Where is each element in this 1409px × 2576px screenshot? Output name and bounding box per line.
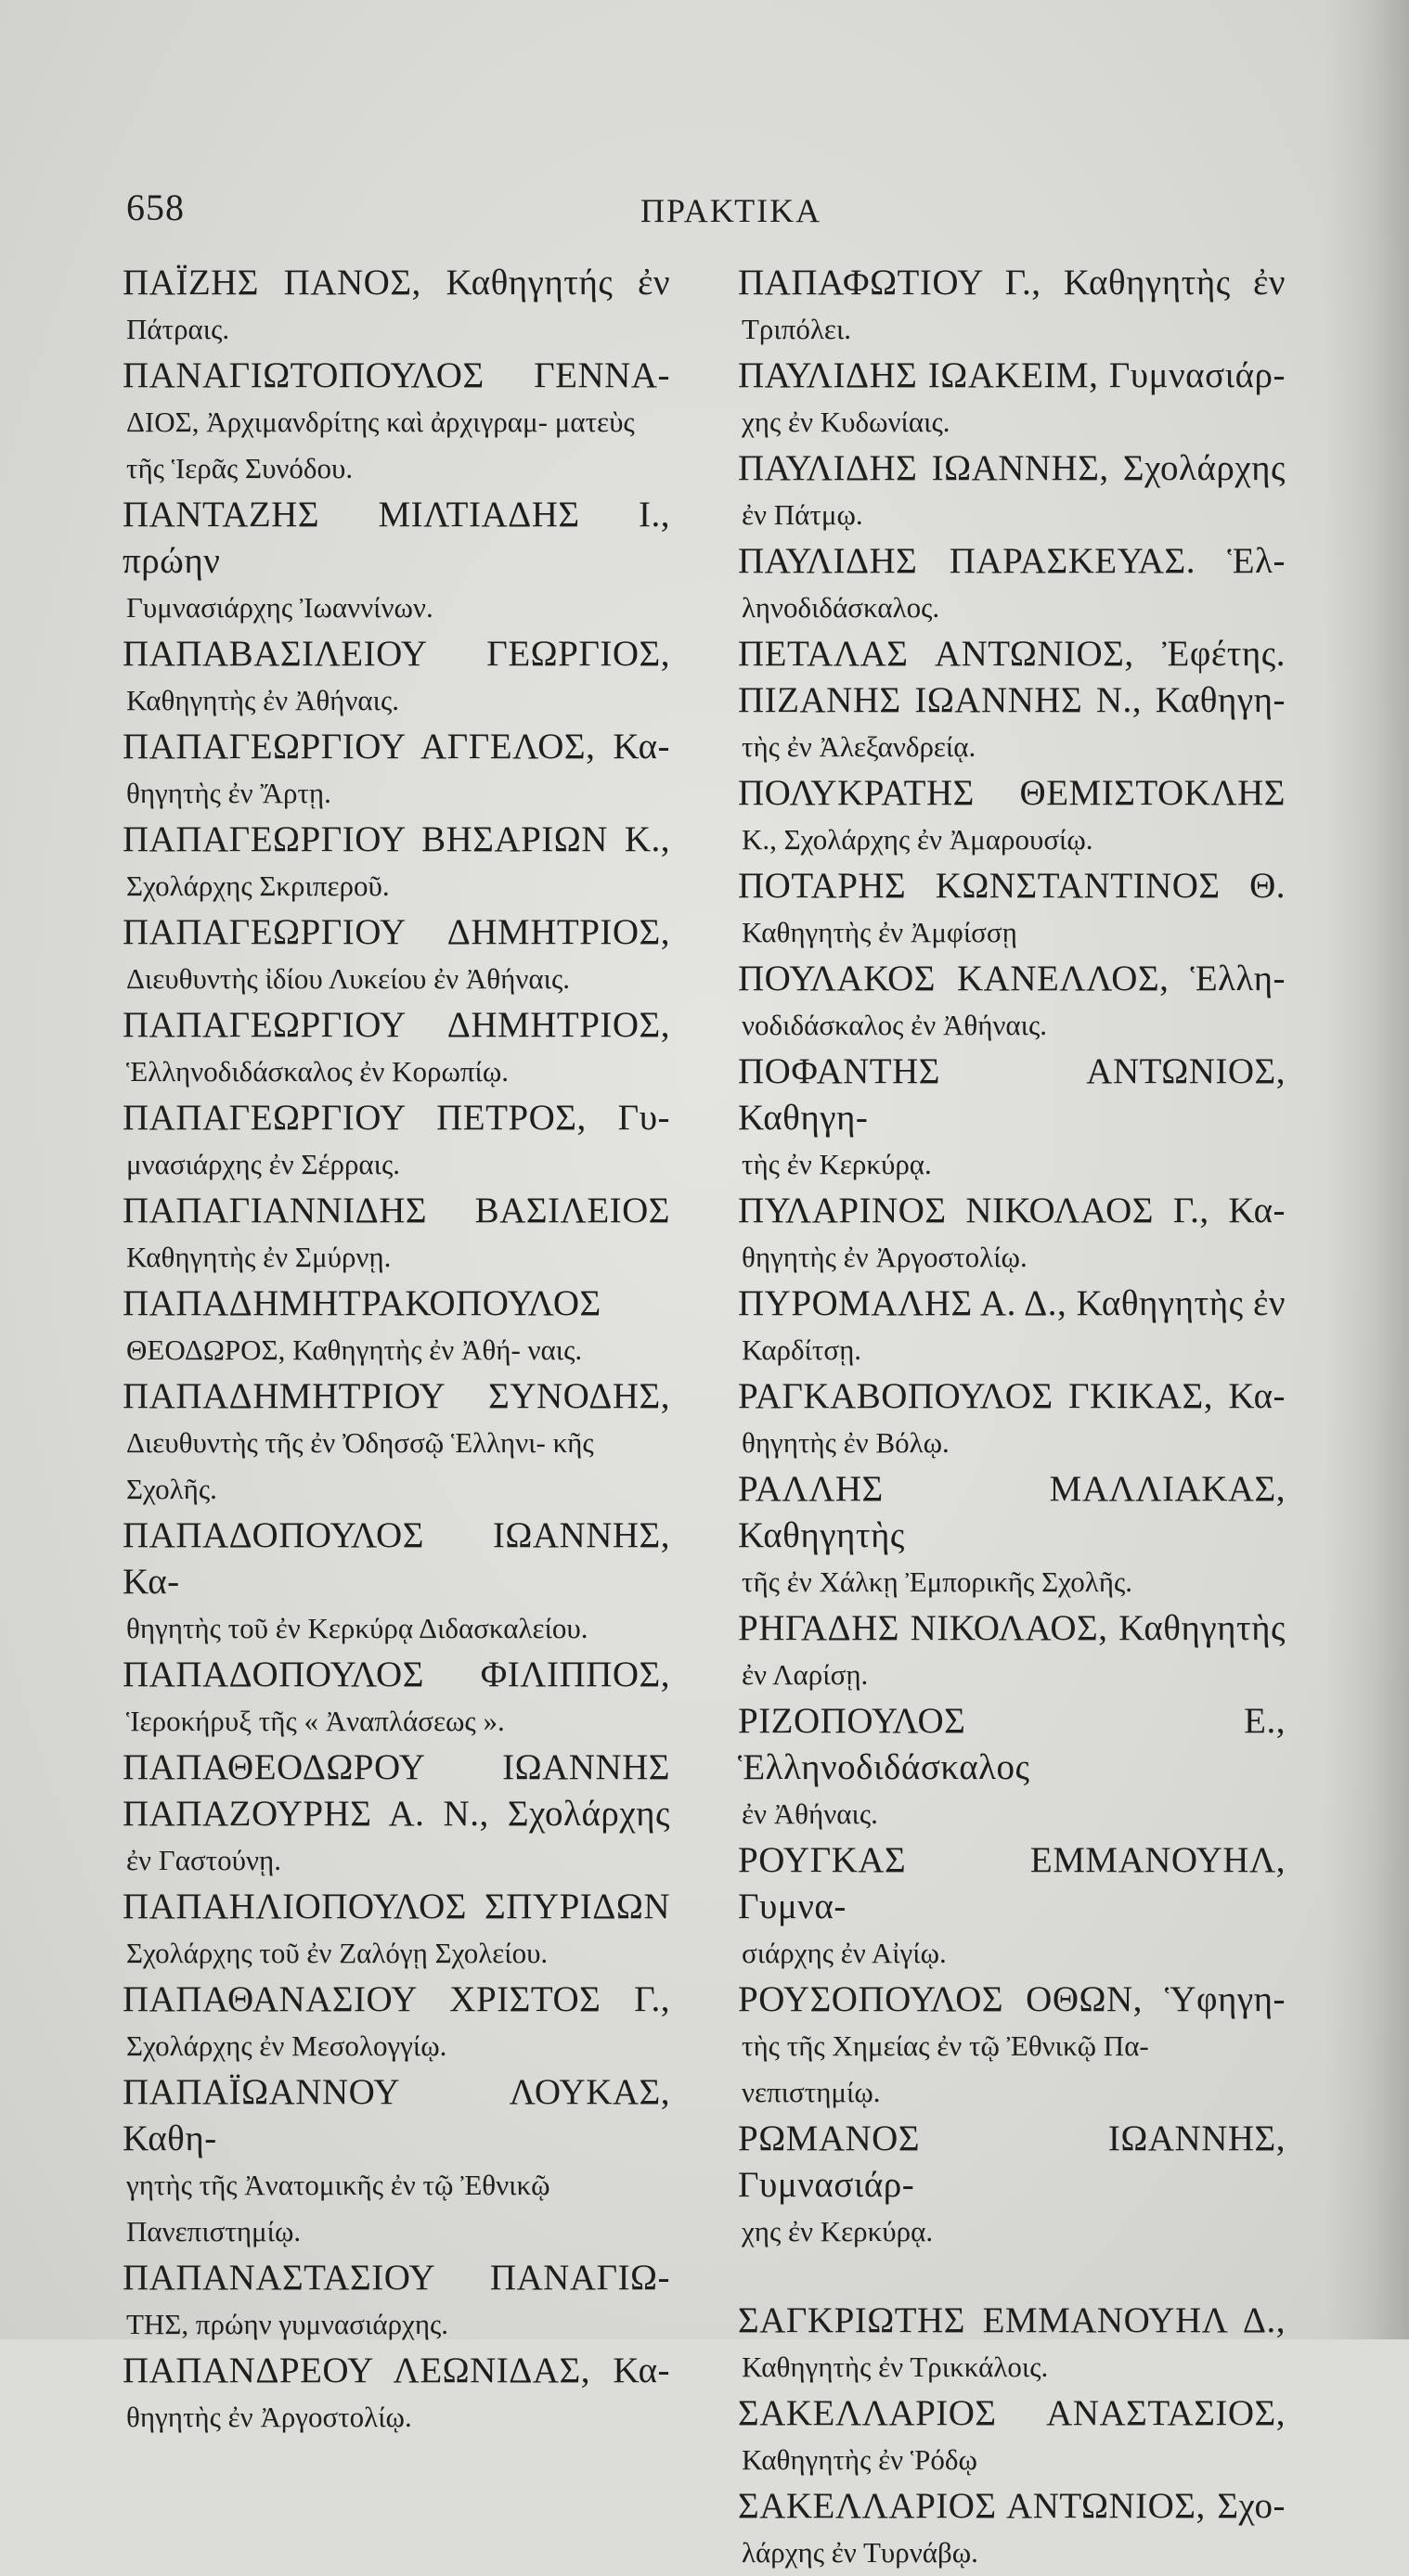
list-item: [123, 260, 670, 353]
entry-description: Διευθυντὴς ἰδίου Λυκείου ἐν Ἀθήναις.: [126, 962, 570, 995]
list-item: [738, 1605, 1286, 1698]
entry-description: τὴς τῆς Χημείας ἐν τῷ Ἐθνικῷ Πα- νεπιστημίῳ.: [742, 2029, 1149, 2108]
list-item: [738, 1837, 1286, 1977]
list-item: [123, 1281, 670, 1373]
entry-name: ΡΟΥΓΚΑΣ ΕΜΜΑΝΟΥΗΛ, Γυμνα-: [738, 1840, 1286, 1926]
list-item: [123, 2348, 670, 2441]
entry-description: Σχολάρχης Σκριπεροῦ.: [126, 869, 390, 902]
entry-description: Ἱεροκήρυξ τῆς « Ἀναπλάσεως ».: [126, 1705, 505, 1737]
entry-name: ΠΟΛΥΚΡΑΤΗΣ ΘΕΜΙΣΤΟΚΛΗΣ: [738, 773, 1286, 813]
entry-name: ΠΑΠΑΔΗΜΗΤΡΑΚΟΠΟΥΛΟΣ: [123, 1283, 601, 1323]
entry-description: σιάρχης ἐν Αἰγίῳ.: [742, 1937, 947, 1969]
list-item: [738, 445, 1286, 538]
entry-name: ΠΑΥΛΙΔΗΣ ΙΩΑΝΝΗΣ, Σχολάρχης: [738, 448, 1286, 488]
list-item: [738, 1049, 1286, 1188]
entry-name: ΠΑΠΑΖΟΥΡΗΣ Α. Ν., Σχολάρχης: [123, 1794, 670, 1834]
entry-description: ΘΕΟΔΩΡΟΣ, Καθηγητὴς ἐν Ἀθή- ναις.: [126, 1333, 583, 1366]
list-item: [123, 1188, 670, 1281]
list-item: [738, 770, 1286, 863]
entry-description: Καθηγητὴς ἐν Τρικκάλοις.: [742, 2351, 1049, 2383]
entry-name: ΡΑΛΛΗΣ ΜΑΛΛΙΑΚΑΣ, Καθηγητὴς: [738, 1469, 1286, 1555]
list-item: [738, 631, 1286, 677]
list-item: [738, 1466, 1286, 1605]
entry-name: ΠΑΠΑΪΩΑΝΝΟΥ ΛΟΥΚΑΣ, Καθη-: [123, 2072, 670, 2158]
list-item: [123, 1002, 670, 1095]
entry-description: Διευθυντὴς τῆς ἐν Ὀδησσῷ Ἑλληνι- κῆς Σχολῆς.: [126, 1426, 594, 1505]
entry-description: ἐν Πάτμῳ.: [742, 498, 863, 531]
entry-name: ΠΑΠΑΔΗΜΗΤΡΙΟΥ ΣΥΝΟΔΗΣ,: [123, 1376, 670, 1416]
entry-description: χης ἐν Κερκύρᾳ.: [742, 2215, 934, 2248]
list-item: [123, 1095, 670, 1188]
entry-name: ΠΥΛΑΡΙΝΟΣ ΝΙΚΟΛΑΟΣ Γ., Κα-: [738, 1191, 1286, 1230]
entry-description: τὴς ἐν Κερκύρᾳ.: [742, 1148, 932, 1180]
entry-name: ΠΑΠΑΦΩΤΙΟΥ Γ., Καθηγητὴς ἐν: [738, 263, 1286, 303]
entry-name: ΡΟΥΣΟΠΟΥΛΟΣ ΟΘΩΝ, Ὑφηγη-: [738, 1979, 1286, 2019]
entry-name: ΣΑΚΕΛΛΑΡΙΟΣ ΑΝΑΣΤΑΣΙΟΣ,: [738, 2393, 1286, 2433]
entry-description: Ἑλληνοδιδάσκαλος ἐν Κορωπίῳ.: [126, 1055, 510, 1088]
list-item: [123, 2069, 670, 2255]
entry-description: Κ., Σχολάρχης ἐν Ἀμαρουσίῳ.: [742, 823, 1093, 856]
entry-name: ΣΑΓΚΡΙΩΤΗΣ ΕΜΜΑΝΟΥΗΛ Δ.,: [738, 2300, 1286, 2340]
entry-description: Γυμνασιάρχης Ἰωαννίνων.: [126, 591, 433, 624]
entry-name: ΠΑΠΑΝΑΣΤΑΣΙΟΥ ΠΑΝΑΓΙΩ-: [123, 2258, 670, 2298]
entry-description: τὴς ἐν Ἀλεξανδρείᾳ.: [742, 730, 976, 763]
entry-description: θηγητὴς ἐν Βόλῳ.: [742, 1426, 950, 1459]
page-fold-shadow: [1325, 0, 1409, 2339]
list-item: [123, 2255, 670, 2348]
list-item: [123, 1791, 670, 1884]
list-item: [738, 1698, 1286, 1837]
list-item: [738, 2390, 1286, 2483]
list-item: [123, 1884, 670, 1977]
entry-description: Σχολάρχης τοῦ ἐν Ζαλόγῃ Σχολείου.: [126, 1937, 549, 1969]
right-column: [738, 260, 1286, 2576]
list-item: [738, 260, 1286, 353]
list-item: [738, 1188, 1286, 1281]
entry-name: ΠΑΥΛΙΔΗΣ ΠΑΡΑΣΚΕΥΑΣ. Ἑλ-: [738, 541, 1286, 581]
entry-name: ΠΕΤΑΛΑΣ ΑΝΤΩΝΙΟΣ, Ἐφέτης.: [738, 634, 1286, 674]
list-item: [123, 492, 670, 631]
list-item: [738, 2483, 1286, 2576]
entry-name: ΡΑΓΚΑΒΟΠΟΥΛΟΣ ΓΚΙΚΑΣ, Κα-: [738, 1376, 1286, 1416]
list-item: [738, 677, 1286, 770]
entry-name: ΠΑΠΑΘΕΟΔΩΡΟΥ ΙΩΑΝΝΗΣ: [123, 1747, 670, 1787]
list-item: [123, 1652, 670, 1745]
list-item: [738, 956, 1286, 1049]
list-item: [123, 1745, 670, 1791]
list-item: [123, 631, 670, 724]
entry-description: θηγητὴς ἐν Ἄρτῃ.: [126, 777, 331, 809]
list-item: [123, 1373, 670, 1513]
entry-description: γητὴς τῆς Ἀνατομικῆς ἐν τῷ Ἐθνικῷ Πανεπιστημίῳ.: [126, 2169, 550, 2248]
entry-description: χης ἐν Κυδωνίαις.: [742, 406, 950, 438]
list-item: [123, 1977, 670, 2069]
entry-description: ἐν Λαρίσῃ.: [742, 1658, 869, 1691]
entry-description: θηγητὴς ἐν Ἀργοστολίῳ.: [742, 1241, 1028, 1273]
entry-name: ΠΟΦΑΝΤΗΣ ΑΝΤΩΝΙΟΣ, Καθηγη-: [738, 1051, 1286, 1138]
entry-name: ΠΑΠΑΓΕΩΡΓΙΟΥ ΔΗΜΗΤΡΙΟΣ,: [123, 912, 670, 952]
entry-name: ΠΑΠΑΒΑΣΙΛΕΙΟΥ ΓΕΩΡΓΙΟΣ,: [123, 634, 670, 674]
entry-name: ΠΑΠΑΔΟΠΟΥΛΟΣ ΙΩΑΝΝΗΣ, Κα-: [123, 1515, 670, 1602]
list-item: [123, 817, 670, 909]
entry-description: λάρχης ἐν Τυρνάβῳ.: [742, 2536, 978, 2569]
entry-name: ΠΙΖΑΝΗΣ ΙΩΑΝΝΗΣ Ν., Καθηγη-: [738, 680, 1286, 720]
entry-description: τῆς ἐν Χάλκῃ Ἐμπορικῆς Σχολῆς.: [742, 1565, 1132, 1598]
entry-description: Καθηγητὴς ἐν Ῥόδῳ: [742, 2443, 977, 2476]
entry-description: Σχολάρχης ἐν Μεσολογγίῳ.: [126, 2029, 447, 2062]
entry-name: ΠΑΥΛΙΔΗΣ ΙΩΑΚΕΙΜ, Γυμνασιάρ-: [738, 355, 1286, 395]
entry-name: ΠΑΠΑΓΕΩΡΓΙΟΥ ΒΗΣΑΡΙΩΝ Κ.,: [123, 819, 670, 859]
entry-description: νοδιδάσκαλος ἐν Ἀθήναις.: [742, 1009, 1048, 1041]
entry-name: ΡΗΓΑΔΗΣ ΝΙΚΟΛΑΟΣ, Καθηγητὴς: [738, 1608, 1286, 1648]
entry-name: ΠΥΡΟΜΑΛΗΣ Α. Δ., Καθηγητὴς ἐν: [738, 1283, 1286, 1323]
entry-name: ΠΑΝΑΓΙΩΤΟΠΟΥΛΟΣ ΓΕΝΝΑ-: [123, 355, 670, 395]
entry-name: ΠΑΠΑΓΕΩΡΓΙΟΥ ΔΗΜΗΤΡΙΟΣ,: [123, 1005, 670, 1045]
entry-description: ΤΗΣ, πρώην γυμνασιάρχης.: [126, 2308, 449, 2340]
entry-name: ΣΑΚΕΛΛΑΡΙΟΣ ΑΝΤΩΝΙΟΣ, Σχο-: [738, 2486, 1286, 2526]
entry-description: ληνοδιδάσκαλος.: [742, 591, 940, 624]
entry-description: θηγητὴς ἐν Ἀργοστολίῳ.: [126, 2401, 412, 2433]
entry-name: ΠΑΠΑΓΙΑΝΝΙΔΗΣ ΒΑΣΙΛΕΙΟΣ: [123, 1191, 670, 1230]
list-item: [738, 538, 1286, 631]
list-item: [738, 863, 1286, 956]
entry-name: ΠΑΝΤΑΖΗΣ ΜΙΛΤΙΑΔΗΣ Ι., πρώην: [123, 495, 670, 581]
page-number: 658: [126, 187, 185, 228]
entry-description: Καθηγητὴς ἐν Ἀθήναις.: [126, 684, 400, 716]
entry-name: ΡΙΖΟΠΟΥΛΟΣ Ε., Ἑλληνοδιδάσκαλος: [738, 1701, 1286, 1787]
list-item: [123, 724, 670, 817]
entry-name: ΠΑΠΑΓΕΩΡΓΙΟΥ ΑΓΓΕΛΟΣ, Κα-: [123, 727, 670, 766]
list-item: [738, 1977, 1286, 2116]
entry-description: μνασιάρχης ἐν Σέρραις.: [126, 1148, 401, 1180]
entry-description: Πάτραις.: [126, 313, 230, 345]
left-column: [123, 260, 670, 2441]
entry-name: ΠΑΠΑΝΔΡΕΟΥ ΛΕΩΝΙΔΑΣ, Κα-: [123, 2351, 670, 2390]
list-item: [738, 1373, 1286, 1466]
list-item: [738, 1281, 1286, 1373]
entry-name: ΠΟΤΑΡΗΣ ΚΩΝΣΤΑΝΤΙΝΟΣ Θ.: [738, 866, 1286, 906]
entry-name: ΠΑΠΑΗΛΙΟΠΟΥΛΟΣ ΣΠΥΡΙΔΩΝ: [123, 1887, 670, 1926]
entry-description: ἐν Ἀθήναις.: [742, 1797, 878, 1830]
entry-name: ΠΟΥΛΑΚΟΣ ΚΑΝΕΛΛΟΣ, Ἑλλη-: [738, 959, 1286, 998]
list-item: [123, 909, 670, 1002]
entry-description: Καρδίτσῃ.: [742, 1333, 862, 1366]
entry-name: ΠΑΪΖΗΣ ΠΑΝΟΣ, Καθηγητής ἐν: [123, 263, 670, 303]
list-item: [738, 2116, 1286, 2255]
list-item: [123, 1513, 670, 1652]
entry-name: ΠΑΠΑΔΟΠΟΥΛΟΣ ΦΙΛΙΠΠΟΣ,: [123, 1655, 670, 1694]
entry-name: ΠΑΠΑΘΑΝΑΣΙΟΥ ΧΡΙΣΤΟΣ Γ.,: [123, 1979, 670, 2019]
entry-description: θηγητὴς τοῦ ἐν Κερκύρᾳ Διδασκαλείου.: [126, 1612, 588, 1644]
list-item: [738, 2298, 1286, 2390]
entry-name: ΠΑΠΑΓΕΩΡΓΙΟΥ ΠΕΤΡΟΣ, Γυ-: [123, 1098, 670, 1138]
running-head: ΠΡΑΚΤΙΚΑ: [640, 192, 822, 229]
entry-description: Καθηγητὴς ἐν Ἀμφίσσῃ: [742, 916, 1017, 948]
list-item: [123, 353, 670, 492]
entry-description: ΔΙΟΣ, Ἀρχιμανδρίτης καὶ ἀρχιγραμ- ματεὺς τῆς Ἱερᾶς Συνόδου.: [126, 406, 635, 484]
list-item: [738, 353, 1286, 445]
entry-name: ΡΩΜΑΝΟΣ ΙΩΑΝΝΗΣ, Γυμνασιάρ-: [738, 2119, 1286, 2205]
entry-description: Καθηγητὴς ἐν Σμύρνῃ.: [126, 1241, 392, 1273]
entry-description: Τριπόλει.: [742, 313, 852, 345]
entry-description: ἐν Γαστούνῃ.: [126, 1844, 281, 1876]
